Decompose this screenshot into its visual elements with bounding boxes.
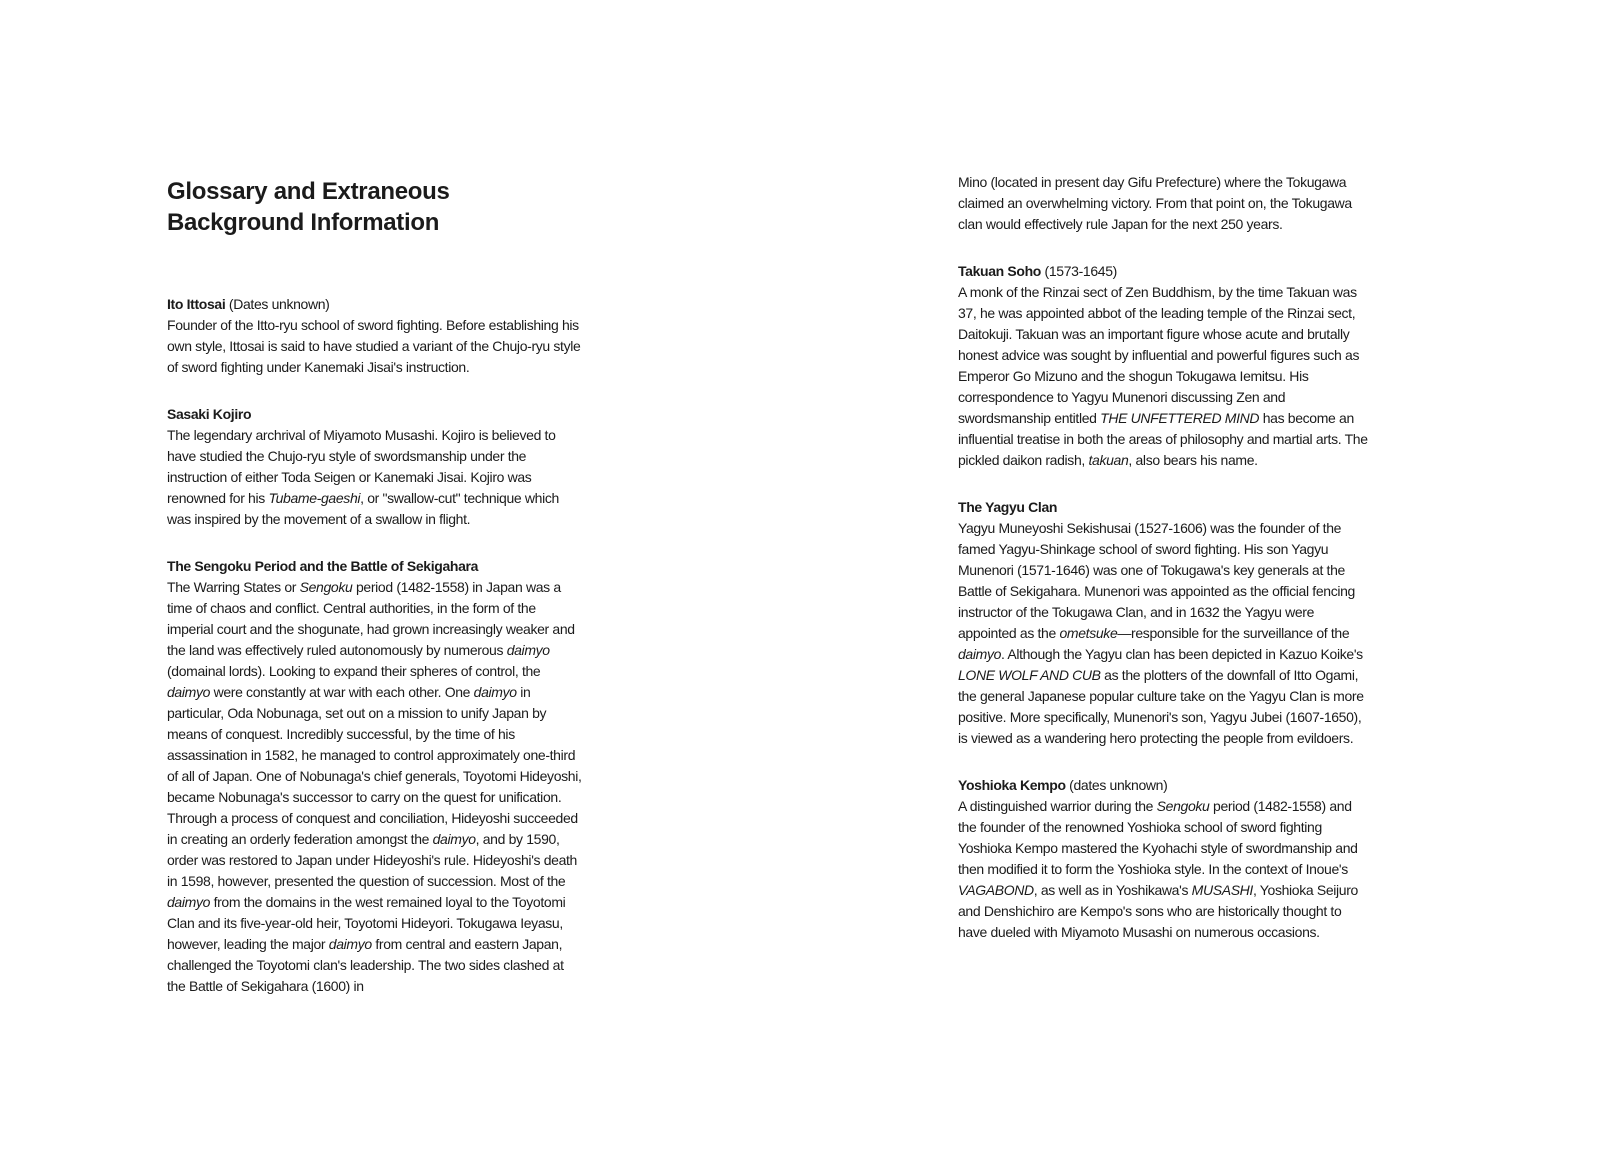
text-run: from the domains in the west remained loyal to the Toyotomi Clan and its five-year-old heir, Toyotomi Hideyori. Tokugawa Ieyasu, however, leading the major xyxy=(167,894,566,952)
text-run: (Dates unknown) xyxy=(225,296,330,312)
entry-body xyxy=(958,518,1372,749)
entry-body xyxy=(167,425,583,530)
text-run: daimyo xyxy=(167,684,211,700)
text-run: The Yagyu Clan xyxy=(958,499,1058,515)
text-run: (dates unknown) xyxy=(1065,777,1168,793)
text-run: in particular, Oda Nobunaga, set out on a mission to unify Japan by means of conquest. Incredibly successful, by the time of his assassination in 1582, he managed to control approximately one-third of all of Japan. One of Nobunaga's chief generals, Toyotomi Hideyoshi, became Nobunaga's successor to carry on the quest for unification. Through a process of conquest and conciliation, Hideyoshi succeeded in creating an orderly federation amongst the xyxy=(167,684,582,847)
glossary-entries-right xyxy=(958,172,1372,943)
glossary-entry xyxy=(958,261,1372,471)
glossary-entry xyxy=(167,294,583,378)
text-run: Sengoku xyxy=(299,579,353,595)
text-run: (domainal lords). Looking to expand their spheres of control, the xyxy=(167,663,541,679)
text-run: (1573-1645) xyxy=(1041,263,1117,279)
entry-body xyxy=(167,315,583,378)
entry-heading xyxy=(958,261,1372,282)
glossary-entry xyxy=(167,556,583,997)
text-run: period (1482-1558) and the founder of the renowned Yoshioka school of sword fighting Yoshioka Kempo mastered the Kyohachi style of swordmanship and then modified it to form the Yoshioka style. In the context of Inoue's xyxy=(958,798,1358,877)
text-run: daimyo xyxy=(473,684,517,700)
text-run: daimyo xyxy=(432,831,476,847)
entry-heading xyxy=(958,497,1372,518)
page-title: Glossary and Extraneous Background Information xyxy=(167,178,450,236)
text-run: Yagyu Muneyoshi Sekishusai (1527-1606) was the founder of the famed Yagyu-Shinkage school of sword fighting. His son Yagyu Munenori (1571-1646) was one of Tokugawa's key generals at the Battle of Sekigahara. Munenori was appointed as the official fencing instructor of the Tokugawa Clan, and in 1632 the Yagyu were appointed as the xyxy=(958,520,1355,641)
text-run: has become an influential treatise in both the areas of philosophy and martial arts. The pickled daikon radish, xyxy=(958,410,1368,468)
text-run: The legendary archrival of Miyamoto Musashi. Kojiro is believed to have studied the Chujo-ryu style of swordsmanship under the instruction of either Toda Seigen or Kanemaki Jisai. Kojiro was renowned for his xyxy=(167,427,556,506)
text-run: THE UNFETTERED MIND xyxy=(1100,410,1260,426)
text-run: A monk of the Rinzai sect of Zen Buddhism, by the time Takuan was 37, he was appointed abbot of the leading temple of the Rinzai sect, Daitokuji. Takuan was an important figure whose acute and brutally honest advice was sought by influential and powerful figures such as Emperor Go Mizuno and the shogun Tokugawa Iemitsu. His correspondence to Yagyu Munenori discussing Zen and swordsmanship entitled xyxy=(958,284,1360,426)
text-run: , or "swallow-cut" technique which was inspired by the movement of a swallow in flight. xyxy=(167,490,559,527)
glossary-entry xyxy=(958,497,1372,749)
entry-heading xyxy=(958,775,1372,796)
text-run: as the plotters of the downfall of Itto Ogami, the general Japanese popular culture take on the Yagyu Clan is more positive. More specifically, Munenori's son, Yagyu Jubei (1607-1650), is viewed as a wandering hero protecting the people from evildoers. xyxy=(958,667,1364,746)
text-run: , Yoshioka Seijuro and Denshichiro are Kempo's sons who are historically thought to have dueled with Miyamoto Musashi on numerous occasions. xyxy=(958,882,1358,940)
entry-body xyxy=(167,577,583,997)
entry-body xyxy=(958,796,1372,943)
page-left xyxy=(167,0,583,997)
glossary-entry xyxy=(958,172,1372,235)
entry-body xyxy=(958,282,1372,471)
page-right xyxy=(958,0,1372,943)
entry-heading xyxy=(167,404,583,425)
entry-heading xyxy=(167,556,583,577)
text-run: daimyo xyxy=(506,642,550,658)
text-run: Yoshioka Kempo xyxy=(958,777,1066,793)
text-run: Mino (located in present day Gifu Prefecture) where the Tokugawa claimed an overwhelming victory. From that point on, the Tokugawa clan would effectively rule Japan for the next 250 years. xyxy=(958,174,1352,232)
text-run: from central and eastern Japan, challenged the Toyotomi clan's leadership. The two sides clashed at the Battle of Sekigahara (1600) in xyxy=(167,936,564,994)
text-run: Founder of the Itto-ryu school of sword fighting. Before establishing his own style, Ittosai is said to have studied a variant of the Chujo-ryu style of sword fighting under Kanemaki Jisai's instruction. xyxy=(167,317,581,375)
text-run: —responsible for the surveillance of the xyxy=(1117,625,1350,641)
text-run: MUSASHI xyxy=(1191,882,1253,898)
text-run: Tubame-gaeshi xyxy=(268,490,361,506)
glossary-entries-left xyxy=(167,294,583,997)
text-run: Ito Ittosai xyxy=(167,296,226,312)
entry-body xyxy=(958,172,1372,235)
text-run: daimyo xyxy=(167,894,211,910)
glossary-entry xyxy=(958,775,1372,943)
text-run: The Sengoku Period and the Battle of Sekigahara xyxy=(167,558,479,574)
text-run: , as well as in Yoshikawa's xyxy=(1033,882,1192,898)
text-run: Sengoku xyxy=(1156,798,1210,814)
text-run: A distinguished warrior during the xyxy=(958,798,1157,814)
text-run: LONE WOLF AND CUB xyxy=(958,667,1101,683)
text-run: VAGABOND xyxy=(958,882,1034,898)
text-run: were constantly at war with each other. One xyxy=(210,684,474,700)
text-run: Sasaki Kojiro xyxy=(167,406,252,422)
text-run: period (1482-1558) in Japan was a time of chaos and conflict. Central authorities, in the form of the imperial court and the shogunate, had grown increasingly weaker and the land was effectively ruled autonomously by numerous xyxy=(167,579,575,658)
text-run: , and by 1590, order was restored to Japan under Hideyoshi's rule. Hideyoshi's death in 1598, however, presented the question of succession. Most of the xyxy=(167,831,577,889)
text-run: ometsuke xyxy=(1059,625,1118,641)
text-run: daimyo xyxy=(328,936,372,952)
entry-heading xyxy=(167,294,583,315)
text-run: daimyo xyxy=(958,646,1002,662)
text-run: Takuan Soho xyxy=(958,263,1042,279)
text-run: , also bears his name. xyxy=(1128,452,1258,468)
text-run: takuan xyxy=(1088,452,1129,468)
text-run: . Although the Yagyu clan has been depicted in Kazuo Koike's xyxy=(1001,646,1363,662)
glossary-entry xyxy=(167,404,583,530)
text-run: The Warring States or xyxy=(167,579,300,595)
